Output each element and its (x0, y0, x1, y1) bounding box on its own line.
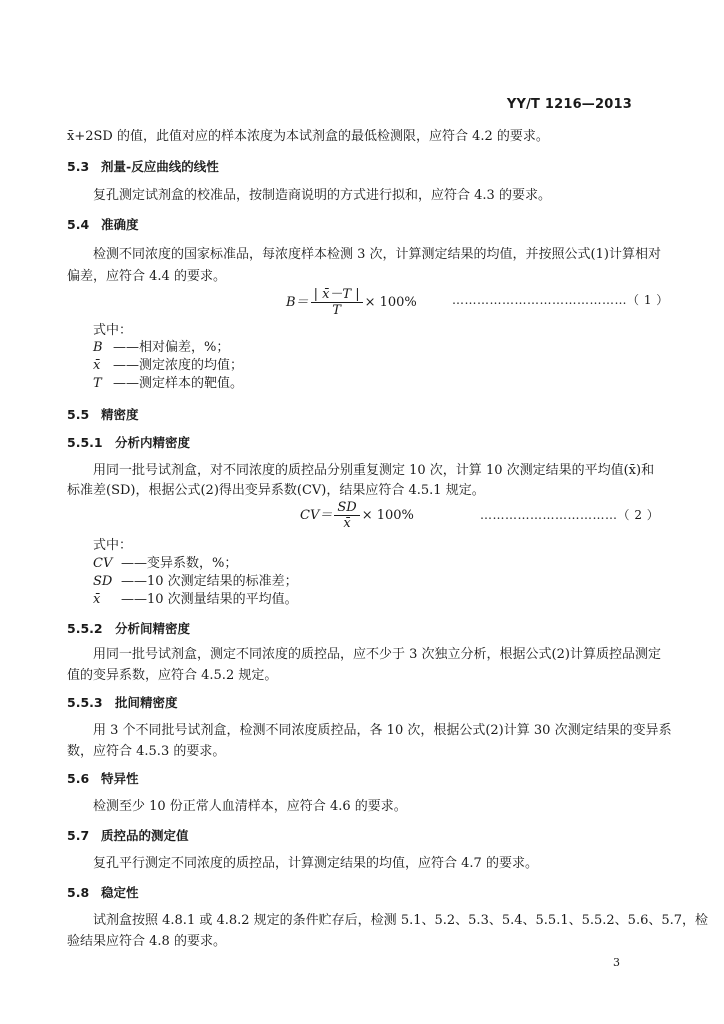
paragraph-line: 数，应符合 4.5.3 的要求。 (67, 744, 226, 759)
formula-fraction (334, 500, 359, 531)
formula-tail: × 100% (364, 295, 417, 310)
paragraph-line: 复孔测定试剂盒的校准品，按制造商说明的方式进行拟和，应符合 4.3 的要求。 (93, 188, 551, 203)
section-title: 剂量-反应曲线的线性 (101, 159, 219, 174)
paragraph-line: 值的变异系数，应符合 4.5.2 规定。 (67, 668, 278, 683)
section-number: 5.5.2 (67, 621, 103, 636)
symbol: x̄ (93, 592, 101, 607)
where-item (93, 591, 298, 609)
where-label: 式中： (93, 323, 133, 338)
formula-lhs: CV＝ (300, 508, 333, 523)
paragraph-line: 偏差，应符合 4.4 的要求。 (67, 269, 226, 284)
paragraph-line: 用同一批号试剂盒，对不同浓度的质控品分别重复测定 10 次，计算 10 次测定结果的平均值(x̄)和 (93, 463, 655, 478)
section-number: 5.5.1 (67, 435, 103, 450)
paragraph-line: 试剂盒按照 4.8.1 或 4.8.2 规定的条件贮存后，检测 5.1、5.2、5.3、5.4、5.5.1、5.5.2、5.6、5.7，检 (93, 913, 709, 928)
section-number: 5.7 (67, 828, 90, 843)
section-number: 5.8 (67, 885, 90, 900)
where-item (93, 375, 243, 393)
symbol: x̄ (93, 358, 101, 373)
equation-number: ……………………………（ 2 ） (480, 508, 660, 522)
definition: ——10 次测定结果的标准差； (121, 574, 298, 589)
section-heading-5-5-2 (67, 620, 190, 638)
section-heading-5-6 (67, 770, 139, 788)
section-title: 特异性 (101, 771, 139, 786)
formula-numerator: SD (334, 500, 359, 516)
paragraph-line: x̄+2SD 的值，此值对应的样本浓度为本试剂盒的最低检测限，应符合 4.2 的要求。 (67, 129, 549, 144)
formula-fraction (311, 287, 363, 318)
section-title: 批间精密度 (115, 695, 178, 710)
formula-numerator: | x̄－T | (311, 287, 363, 303)
section-number: 5.5 (67, 407, 90, 422)
definition: ——测定样本的靶值。 (113, 376, 244, 391)
where-item (93, 339, 229, 357)
paragraph-line: 检测不同浓度的国家标准品，每浓度样本检测 3 次，计算测定结果的均值，并按照公式(1)计算相对 (93, 247, 661, 262)
section-title: 分析间精密度 (115, 621, 191, 636)
section-heading-5-3 (67, 158, 219, 176)
symbol: SD (93, 574, 113, 589)
formula-2 (300, 500, 414, 531)
formula-denominator: x̄ (343, 516, 351, 531)
paragraph-line: 标准差(SD)，根据公式(2)得出变异系数(CV)，结果应符合 4.5.1 规定。 (67, 483, 485, 498)
section-heading-5-5-1 (67, 434, 190, 452)
paragraph-line: 检测至少 10 份正常人血清样本，应符合 4.6 的要求。 (93, 799, 407, 814)
where-item (93, 555, 237, 573)
definition: ——相对偏差，%； (113, 340, 230, 355)
where-item (93, 573, 298, 591)
formula-denominator: T (332, 303, 341, 318)
section-number: 5.5.3 (67, 695, 103, 710)
standard-code: YY/T 1216—2013 (506, 97, 632, 112)
section-number: 5.4 (67, 217, 90, 232)
paragraph-line: 复孔平行测定不同浓度的质控品，计算测定结果的均值，应符合 4.7 的要求。 (93, 856, 538, 871)
paragraph-line: 用同一批号试剂盒，测定不同浓度的质控品，应不少于 3 次独立分析，根据公式(2)计算质控品测定 (93, 647, 661, 662)
definition: ——测定浓度的均值； (113, 358, 244, 373)
section-heading-5-5 (67, 406, 139, 424)
definition: ——变异系数，%； (121, 556, 238, 571)
symbol: CV (93, 556, 113, 571)
definition: ——10 次测量结果的平均值。 (121, 592, 298, 607)
formula-1 (286, 287, 417, 318)
page-number: 3 (613, 956, 620, 969)
section-title: 准确度 (101, 217, 139, 232)
where-label: 式中： (93, 538, 133, 553)
section-title: 稳定性 (101, 885, 139, 900)
section-title: 精密度 (101, 407, 139, 422)
paragraph-line: 验结果应符合 4.8 的要求。 (67, 934, 226, 949)
section-title: 质控品的测定值 (101, 828, 189, 843)
section-title: 分析内精密度 (115, 435, 191, 450)
where-item (93, 357, 243, 375)
paragraph-line: 用 3 个不同批号试剂盒，检测不同浓度质控品，各 10 次，根据公式(2)计算 30 次测定结果的变异系 (93, 723, 672, 738)
symbol: T (93, 376, 102, 391)
formula-tail: × 100% (361, 508, 414, 523)
symbol: B (93, 340, 103, 355)
section-number: 5.3 (67, 159, 90, 174)
section-number: 5.6 (67, 771, 90, 786)
equation-number: ……………………………………（ 1 ） (452, 293, 669, 307)
section-heading-5-7 (67, 827, 189, 845)
section-heading-5-5-3 (67, 694, 178, 712)
section-heading-5-8 (67, 884, 139, 902)
section-heading-5-4 (67, 216, 139, 234)
formula-lhs: B＝ (286, 295, 309, 310)
